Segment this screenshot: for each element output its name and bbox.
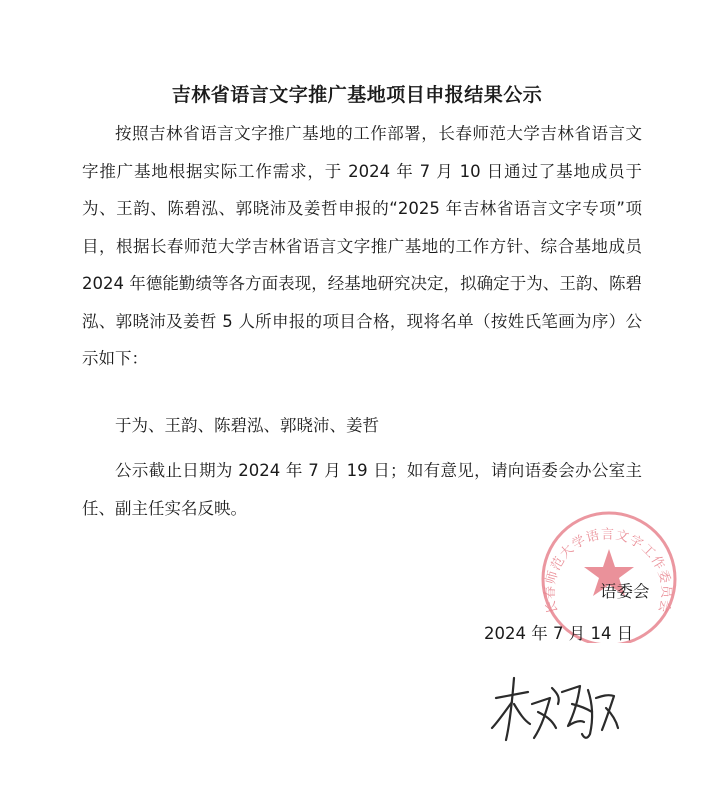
announcement-paragraph: 按照吉林省语言文字推广基地的工作部署，长春师范大学吉林省语言文字推广基地根据实际工作需求，于 2024 年 7 月 10 日通过了基地成员于为、王韵、陈碧泓、郭晓沛及姜哲申报的“2025 年吉林省语言文字专项”项目，根据长春师范大学吉林省语言文字推广基地的工作方针、综合基地成员 2024 年德能勤绩等各方面表现，经基地研究决定，拟确定于为、王韵、陈碧泓、郭晓沛及姜哲 5 人所申报的项目合格，现将名单（按姓氏笔画为序）公示如下：: [82, 124, 642, 368]
signature-icon: [488, 668, 628, 758]
deadline-paragraph: 公示截止日期为 2024 年 7 月 19 日；如有意见，请向语委会办公室主任、副主任实名反映。: [82, 461, 642, 518]
document-title: 吉林省语言文字推广基地项目申报结果公示: [171, 84, 543, 106]
issuing-organization: 语委会: [600, 582, 650, 601]
seal-text: 长春师范大学语言文字工作委员会: [542, 527, 674, 616]
issue-date: 2024 年 7 月 14 日: [484, 624, 634, 643]
approved-names-list: 于为、王韵、陈碧泓、郭晓沛、姜哲: [115, 416, 379, 435]
